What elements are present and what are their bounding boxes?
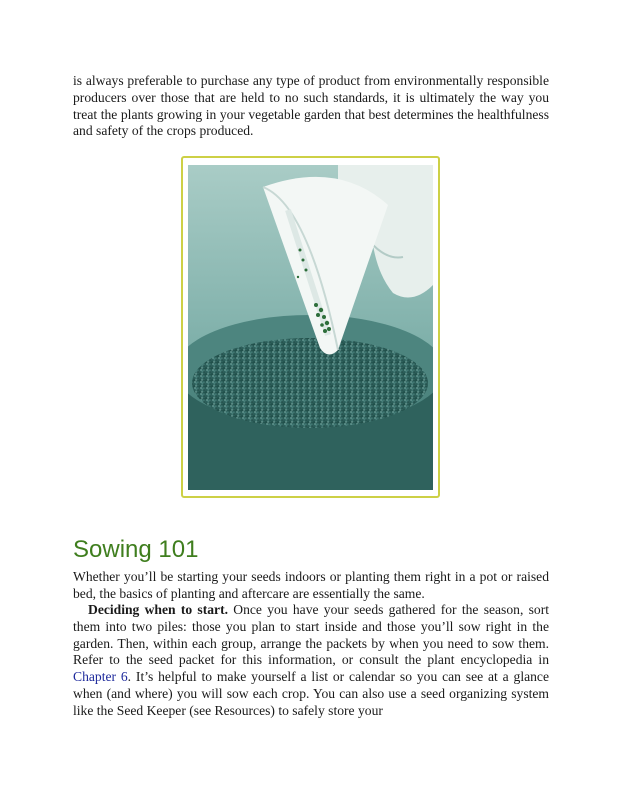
intro-paragraph: is always preferable to purchase any type of product from environmentally responsible producers over those that are held to no such standards, it is ultimately the way you treat the plants growing in your vegetable garden that best determines the healthfulness and safety of the crops produced. [73,73,549,139]
paragraph-lead-in: Deciding when to start. [88,602,229,617]
paragraph-text: Once you have your seeds gathered for the season, sort them into two piles: those you plan to start inside and those you’ll sow right in the garden. Then, within each group, arrange the packets by when you need to sow them. Refer to the seed packet for this information, or consult the plant encyclopedia in [73,602,549,668]
section-heading: Sowing 101 [73,536,199,563]
sowing-intro-paragraph: Whether you’ll be starting your seeds indoors or planting them right in a pot or raised bed, the basics of planting and aftercare are essentially the same. [73,569,549,601]
paragraph-text-continued: . It’s helpful to make yourself a list or calendar so you can see at a glance when (and where) you will sow each crop. You can also use a seed organizing system like the Seed Keeper (see Resources) to safely store your [73,669,549,718]
deciding-when-paragraph [73,602,549,720]
chapter-6-link[interactable]: Chapter 6 [73,669,128,685]
seed-sowing-photo [188,165,433,490]
photo-figure-frame [181,156,440,498]
soil-surface [192,338,428,428]
